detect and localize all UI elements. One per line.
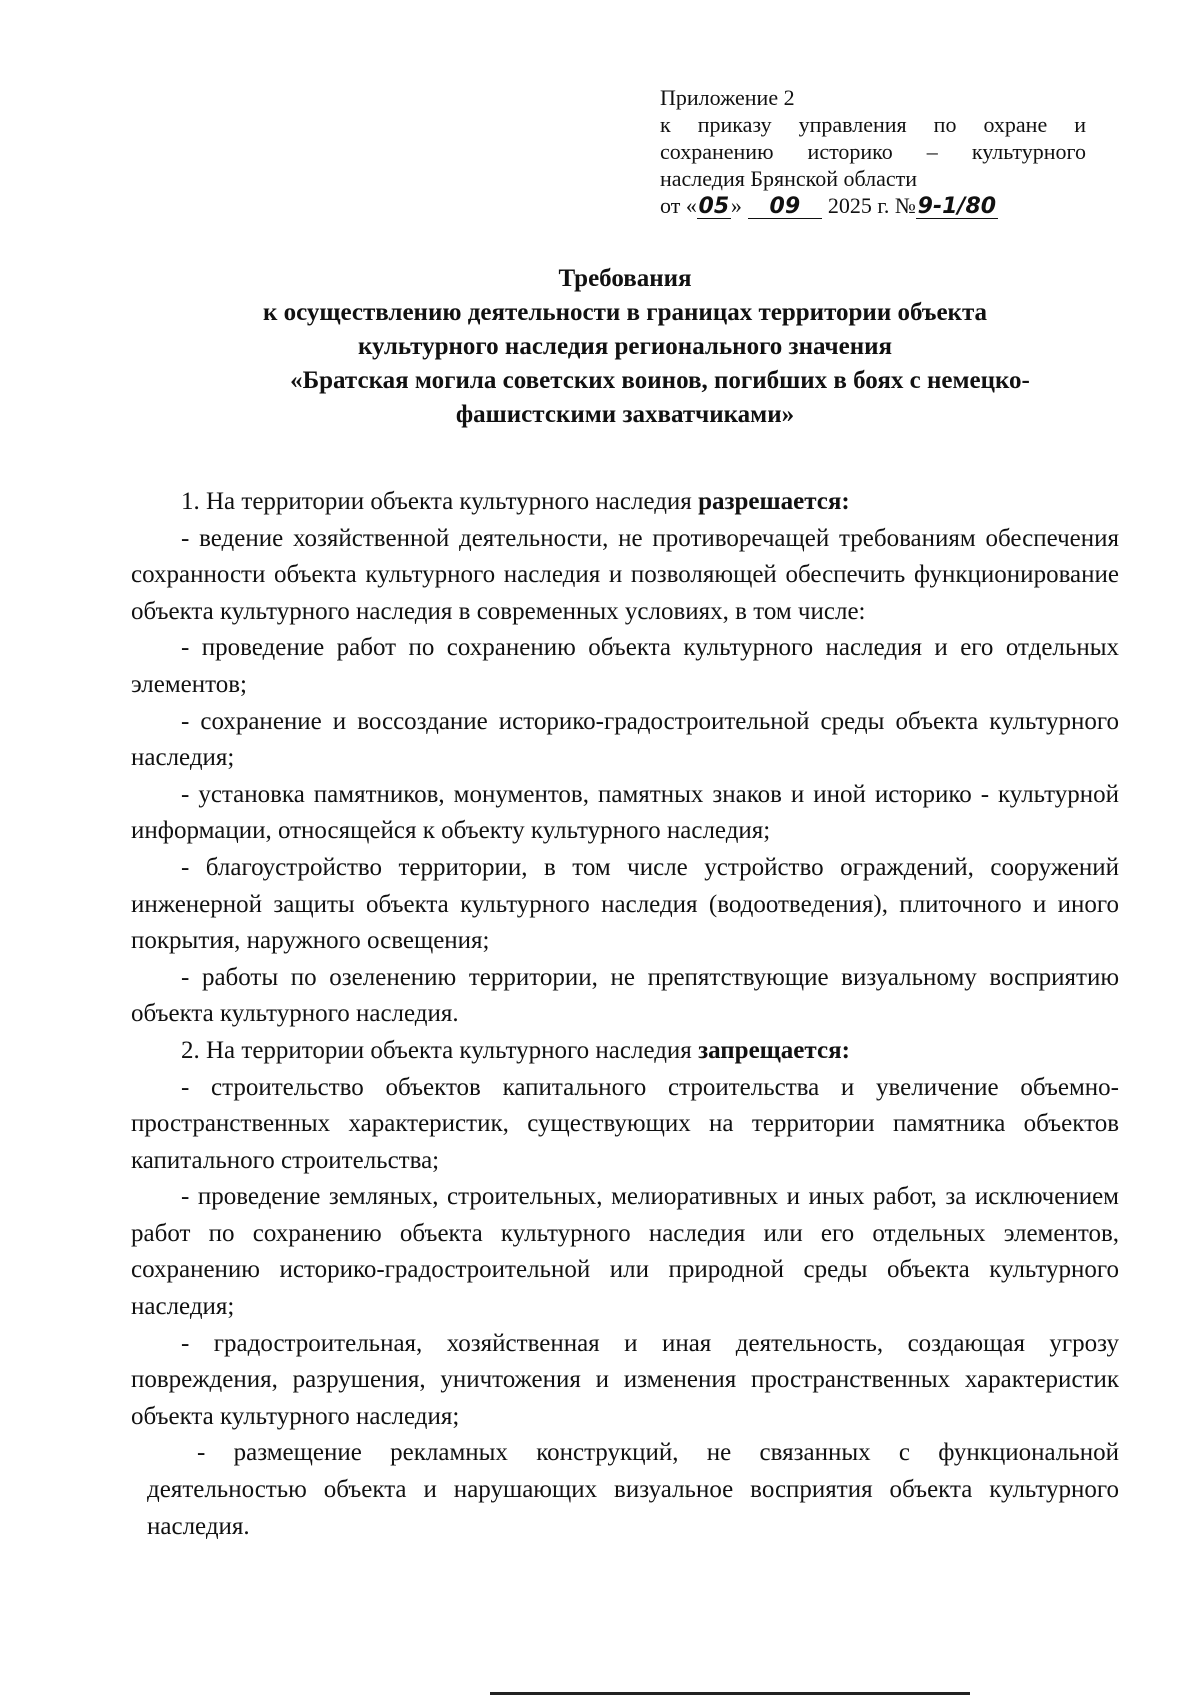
section-1-item: - установка памятников, монументов, памятных знаков и иной историко - культурной информации, относящейся к объекту культурного наследия; xyxy=(131,780,1119,845)
document-title xyxy=(130,262,1120,432)
date-year-number-label: 2025 г. № xyxy=(827,193,916,218)
document-body xyxy=(131,484,1119,1545)
title-line-4: «Братская могила советских воинов, погибших в боях с немецко- xyxy=(290,367,1030,394)
handwritten-day: 05 xyxy=(698,194,730,219)
date-mid: » xyxy=(730,193,742,218)
title-line-2: к осуществлению деятельности в границах территории объекта xyxy=(262,299,988,326)
section-1-heading: 1. На территории объекта культурного наследия разрешается: xyxy=(181,488,850,515)
section-2-heading: 2. На территории объекта культурного наследия запрещается: xyxy=(181,1036,850,1064)
section-1-item: - ведение хозяйственной деятельности, не противоречащей требованиям обеспечения сохранности объекта культурного наследия и позволяющей обеспечить функционирование объекта культурного наследия в современных условиях, в том числе: xyxy=(131,524,1119,625)
section-2-item: - проведение земляных, строительных, мелиоративных и иных работ, за исключением работ по сохранению объекта культурного наследия или его отдельных элементов, сохранению историко-градостроительной или природной среды объекта культурного наследия; xyxy=(131,1183,1119,1321)
appendix-order-line: к приказу управления по охране и xyxy=(660,112,1086,137)
section-1-item: - работы по озеленению территории, не препятствующие визуальному восприятию объекта культурного наследия. xyxy=(131,963,1119,1028)
section-2-item: - размещение рекламных конструкций, не связанных с функциональной деятельностью объекта и нарушающих визуальное восприятия объекта культурного наследия. xyxy=(147,1439,1119,1540)
section-2-item: - строительство объектов капитального строительства и увеличение объемно-пространственных характеристик, существующих на территории памятника объектов капитального строительства; xyxy=(131,1073,1119,1174)
appendix-title: Приложение 2 xyxy=(660,85,795,110)
appendix-region-line: наследия Брянской области xyxy=(660,166,918,191)
appendix-date-line xyxy=(660,192,1086,219)
date-prefix: от « xyxy=(660,193,697,218)
appendix-block xyxy=(660,84,1086,219)
appendix-department-line: сохранению историко – культурного xyxy=(660,139,1086,164)
prohibited-keyword: запрещается: xyxy=(698,1036,850,1064)
section-1-item: - благоустройство территории, в том числе устройство ограждений, сооружений инженерной защиты объекта культурного наследия (водоотведения), плиточного и иного покрытия, наружного освещения; xyxy=(131,853,1119,955)
handwritten-order-number: 9-1/80 xyxy=(917,194,997,219)
handwritten-month: 09 xyxy=(748,196,822,219)
title-line-1: Требования xyxy=(558,265,692,292)
section-2-item: - градостроительная, хозяйственная и иная деятельность, создающая угрозу повреждения, разрушения, уничтожения и изменения пространственных характеристик объекта культурного наследия; xyxy=(131,1329,1119,1430)
title-line-3: культурного наследия регионального значения xyxy=(357,333,893,360)
page-bottom-divider xyxy=(490,1692,970,1695)
title-line-5: фашистскими захватчиками» xyxy=(455,401,795,428)
section-1-item: - сохранение и воссоздание историко-градостроительной среды объекта культурного наследия; xyxy=(131,707,1119,772)
allowed-keyword: разрешается: xyxy=(698,488,850,515)
section-1-item: - проведение работ по сохранению объекта культурного наследия и его отдельных элементов; xyxy=(131,634,1119,698)
